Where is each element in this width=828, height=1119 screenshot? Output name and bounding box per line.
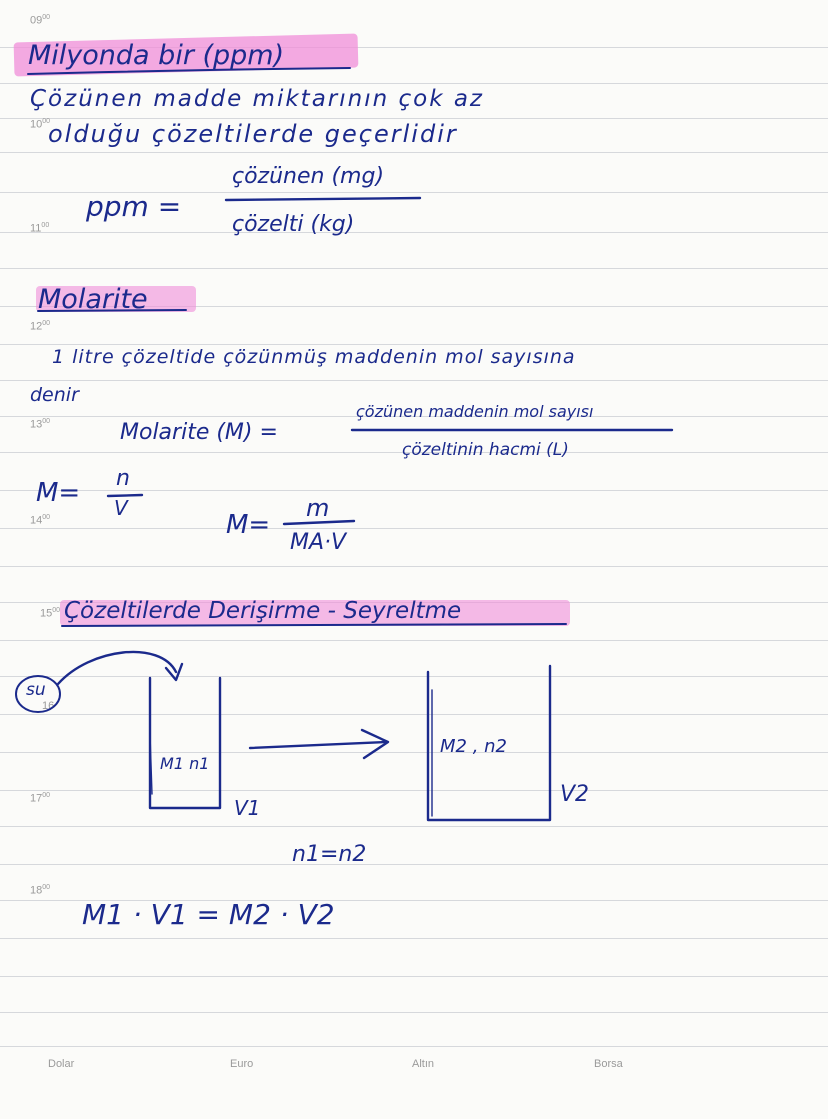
ppm-line2: olduğu çözeltilerde geçerlidir	[48, 120, 458, 148]
ppm-line1: Çözünen madde miktarının çok az	[30, 86, 484, 112]
mass-formula-den: MA·V	[290, 530, 347, 555]
footer-altin: Altın	[412, 1058, 435, 1070]
short-formula-den: V	[114, 496, 128, 520]
molarite-line1: 1 litre çözeltide çözünmüş maddenin mol sayısına	[52, 346, 576, 368]
water-label: su	[26, 680, 46, 700]
ppm-numerator: çözünen (mg)	[232, 164, 385, 189]
arrow-right	[250, 742, 386, 748]
ppm-formula-lhs: ppm =	[86, 190, 182, 223]
moles-equality: n1=n2	[292, 842, 367, 867]
hour-label: $17^{00}$	[30, 792, 51, 805]
short-formula-num: n	[116, 466, 130, 491]
beaker-1-volume: V1	[234, 796, 261, 820]
hour-label: $13^{00}$	[30, 418, 51, 431]
beaker-1	[150, 678, 220, 808]
short-fraction-bar	[108, 495, 142, 496]
ppm-fraction-bar	[226, 198, 420, 200]
hour-label: $14^{00}$	[30, 514, 51, 527]
molarite-formula-lhs: Molarite (M) =	[120, 420, 278, 445]
hour-label: $15^{00}$	[40, 607, 61, 620]
beaker-2-volume: V2	[560, 782, 590, 807]
molarite-numerator: çözünen maddenin mol sayısı	[356, 402, 594, 421]
beaker-1-label: M1 n1	[160, 754, 210, 773]
short-formula-lhs: M=	[36, 478, 81, 508]
curved-arrow	[58, 652, 176, 684]
dilution-formula: M1 · V1 = M2 · V2	[82, 898, 335, 931]
molarite-line2: denir	[30, 384, 79, 406]
ppm-title: Milyonda bir (ppm)	[28, 40, 285, 71]
hour-label: 16	[42, 700, 55, 712]
ppm-denominator: çözelti (kg)	[232, 212, 355, 237]
molarite-denominator: çözeltinin hacmi (L)	[402, 440, 569, 460]
hour-label: $10^{00}$	[30, 118, 51, 131]
mass-fraction-bar	[284, 521, 354, 524]
hour-label: $09^{00}$	[30, 14, 51, 27]
mass-formula-num: m	[306, 494, 330, 522]
hour-label: $11^{00}$	[30, 222, 50, 235]
hour-label: $12^{00}$	[30, 320, 51, 333]
mass-formula-lhs: M=	[226, 510, 271, 540]
dilution-title: Çözeltilerde Derişirme - Seyreltme	[64, 598, 462, 624]
footer-dolar: Dolar	[48, 1058, 75, 1070]
hour-label: $18^{00}$	[30, 884, 51, 897]
molarite-title: Molarite	[38, 284, 148, 315]
beaker-2-label: M2 , n2	[440, 736, 508, 757]
footer-euro: Euro	[230, 1058, 254, 1070]
footer-borsa: Borsa	[594, 1058, 623, 1070]
